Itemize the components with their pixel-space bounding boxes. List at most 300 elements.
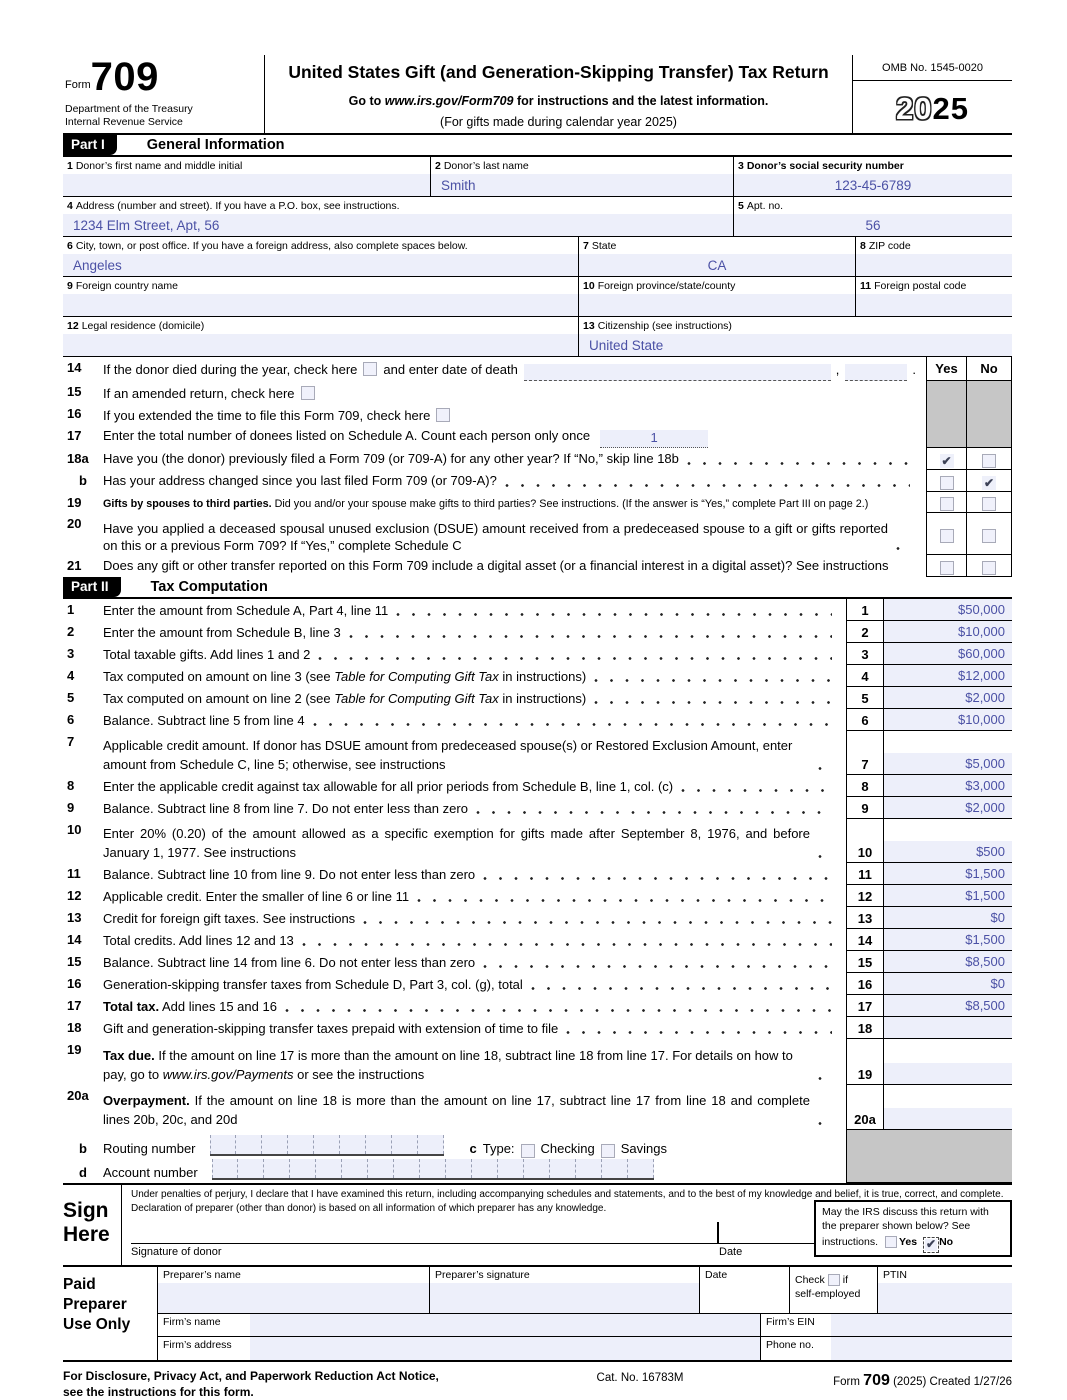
row-text: Enter the amount from Schedule B, line 3 [103,625,341,641]
row-text: Enter the amount from Schedule A, Part 4, line 11 [103,603,389,619]
firm-name-label: Firm’s name [163,1316,221,1328]
line-number: 15 [67,384,82,399]
line-number: 6 [67,712,75,727]
dot-leader [302,942,832,947]
tax-line20a-value[interactable] [884,1108,1012,1129]
preparer-word: Preparer [63,1296,127,1314]
field-number: 5 [738,200,744,212]
row-number-box: 8 [846,775,884,797]
row-text: If the amount on line 18 is more than the amount on line 17, subtract line 17 from line 18 and complete lines 20b, 20c, and 20d [103,1093,810,1128]
year-outline: 20 [896,91,933,126]
line18b-no-cell [966,470,1012,492]
tax-row-17 [63,995,1012,1017]
date-of-death-year-input[interactable] [845,364,907,381]
field-label: Donor’s social security number [746,160,904,172]
part1-tag: Part I [63,135,117,155]
foreign-postal-input[interactable] [856,294,1012,316]
line14-text: If the donor died during the year, check here [103,362,358,377]
row-number-box: 16 [846,973,884,995]
line-number: 12 [67,888,82,903]
tax-row-8 [63,775,1012,797]
dot-leader [476,810,832,815]
tax-row-2 [63,621,1012,643]
tax-line15-value[interactable]: $8,500 [884,951,1012,972]
line-number: 14 [67,360,82,375]
donee-count-input[interactable]: 1 [600,430,708,448]
form-header [63,55,1012,135]
line21-no-checkbox[interactable] [982,561,996,575]
donor-signature-line[interactable] [131,1217,819,1244]
legal-residence-input[interactable] [63,334,578,356]
tax-row-20a [63,1085,1012,1130]
field-label: Citizenship (see instructions) [597,320,732,332]
preparer-signature-label: Preparer’s signature [435,1269,530,1281]
tax-line7-value[interactable]: $5,000 [884,753,1012,774]
line-16 [63,403,1012,425]
donor-died-checkbox[interactable] [363,362,377,376]
tax-line16-value[interactable]: $0 [884,973,1012,994]
line-18a [63,448,1012,470]
line18a-yes-cell [926,448,966,470]
first-name-input[interactable] [63,174,430,196]
routing-number-input[interactable] [210,1135,444,1156]
field-label: ZIP code [868,240,911,252]
row-text-bold: Tax due. [103,1048,155,1064]
field-label: Foreign postal code [874,280,967,292]
line21-yes-cell [926,555,966,577]
discuss-text: May the IRS discuss this return with the preparer shown below? See instructions. [822,1206,989,1249]
row-number-box: 12 [846,885,884,907]
date-of-death-input[interactable] [524,364,831,381]
zip-input[interactable] [856,254,1012,276]
tax-line18-value[interactable] [884,1017,1012,1038]
row-text: Tax computed on amount on line 2 (see [103,691,335,707]
line18b-yes-cell [926,470,966,492]
row-number-box: 15 [846,951,884,973]
account-number-row [63,1156,846,1180]
catalog-number: Cat. No. 16783M [596,1372,684,1384]
firm-address-input[interactable] [250,1337,760,1360]
firm-ein-label: Firm’s EIN [766,1316,815,1328]
line-number: 11 [67,866,81,881]
form-word: Form [833,1376,860,1388]
period: . [912,362,916,377]
form-revision: (2025) Created 1/27/26 [893,1376,1012,1388]
discuss-no-label: No [939,1236,954,1249]
row-text: Credit for foreign gift taxes. See instructions [103,911,356,927]
tax-line5-value[interactable]: $2,000 [884,687,1012,708]
dot-leader [818,854,832,859]
part1-header [63,135,1012,157]
row-text: Add lines 15 and 16 [159,999,277,1015]
line19-text: Did you and/or your spouse make gifts to third parties? See instructions. (If the answer is “Yes,” complete Part III on page 2.) [271,497,869,510]
dot-leader [566,1030,832,1035]
goto-pre: Go to [348,94,385,108]
field-city [63,237,578,276]
sign-here-label [63,1185,121,1265]
row-number-box: 13 [846,907,884,929]
perjury-statement: Under penalties of perjury, I declare that I have examined this return, including accompanying schedules and statements, and to the best of my knowledge and belief, it is true, correct, and complete. Declaration of preparer (other than donor) is based on all information of which preparer has any knowledge. [131,1189,1004,1214]
yes-cell-na [926,381,966,403]
firm-name-input[interactable] [250,1314,760,1336]
form-number: 709 [863,1372,890,1389]
line21-text: Does any gift or other transfer reported on this Form 709 include a digital asset (or a financial interest in a digital asset)? See instructions [103,558,889,573]
preparer-signature-input[interactable] [430,1283,699,1313]
general-info-table [63,157,1012,357]
tax-line3-value[interactable]: $60,000 [884,643,1012,664]
line20-no-checkbox[interactable] [982,529,996,543]
row-number-box: 14 [846,929,884,951]
tax-line9-value[interactable]: $2,000 [884,797,1012,818]
last-name-input[interactable]: Smith [431,174,733,196]
form-title: United States Gift (and Generation-Skipping Transfer) Tax Return [288,62,829,82]
field-state [578,237,855,276]
dot-leader [318,656,832,661]
preparer-name-label: Preparer’s name [163,1269,241,1281]
preparer-date-input[interactable] [700,1283,789,1313]
line18a-text: Have you (the donor) previously filed a Form 709 (or 709-A) for any other year? If “No,” skip line 18b [103,451,679,466]
row-number-box: 11 [846,863,884,885]
field-ssn [733,157,1012,196]
use-only-word: Use Only [63,1316,131,1334]
ptin-label: PTIN [883,1269,907,1281]
line-number: 16 [67,406,82,421]
phone-label: Phone no. [766,1339,814,1351]
foreign-province-input[interactable] [579,294,855,316]
line-number: 18 [67,1020,82,1035]
phone-input[interactable] [831,1337,1012,1360]
line17-text: Enter the total number of donees listed on Schedule A. Count each person only once [103,428,591,443]
checking-label: Checking [540,1141,595,1156]
line19-yes-cell [926,492,966,513]
dot-leader [483,876,832,881]
ptin-input[interactable] [878,1283,1012,1313]
tax-line12-value[interactable]: $1,500 [884,885,1012,906]
yes-cell-na [926,403,966,425]
account-type-label: Type: [482,1141,515,1156]
row-number-box: 18 [846,1017,884,1039]
line19-yes-checkbox[interactable] [940,497,954,511]
row-number-box: 20a [846,1085,884,1130]
tax-line13-value[interactable]: $0 [884,907,1012,928]
line-number: 17 [67,998,82,1013]
row-text: Total credits. Add lines 12 and 13 [103,933,294,949]
discuss-yes-checkbox[interactable] [885,1236,897,1248]
extension-checkbox[interactable] [436,408,450,422]
routing-number-label: Routing number [103,1141,196,1156]
field-address [63,197,733,236]
date-divider-tick [717,1222,719,1243]
line18a-no-cell [966,448,1012,470]
row-number-box: 3 [846,643,884,665]
line18a-no-checkbox[interactable] [982,454,996,468]
field-number: 3 [738,160,744,172]
row-text: Balance. Subtract line 8 from line 7. Do not enter less than zero [103,801,468,817]
date-label: Date [719,1246,743,1258]
no-column-header: No [966,357,1012,381]
firm-ein-input[interactable] [831,1314,1012,1336]
row-text: If the amount on line 17 is more than the amount on line 18, subtract line 18 from line 17. For details on how to pay, go to [103,1048,793,1083]
signature-of-donor-label: Signature of donor [131,1246,222,1258]
line-number: 8 [67,778,75,793]
check-word: Check [795,1274,825,1286]
tax-row-16 [63,973,1012,995]
row-number-box: 6 [846,709,884,731]
dot-leader [417,898,832,903]
row-text: Balance. Subtract line 5 from line 4 [103,713,305,729]
agency-line2: Internal Revenue Service [65,116,183,129]
dot-leader [483,964,832,969]
tax-line11-value[interactable]: $1,500 [884,863,1012,884]
irs-url: www.irs.gov/Form709 [384,94,514,108]
no-cell-na [966,403,1012,425]
part1-questions [63,357,1012,577]
line-letter-b: b [79,1141,87,1156]
preparer-signature-cell [430,1267,700,1313]
discuss-yes-label: Yes [898,1236,918,1249]
sign-word: Sign [63,1199,109,1222]
disclosure-notice-line2: see the instructions for this form. [63,1384,254,1399]
tax-year [853,81,1012,127]
savings-checkbox[interactable] [601,1144,615,1158]
address-input[interactable]: 1234 Elm Street, Apt, 56 [63,214,733,236]
line-number: 16 [67,976,82,991]
row-text: Total taxable gifts. Add lines 1 and 2 [103,647,311,663]
field-number: 13 [583,320,595,332]
line-14 [63,357,1012,381]
city-input[interactable]: Angeles [63,254,578,276]
row-text: in instructions) [498,669,587,685]
irs-discuss-box [814,1200,1012,1257]
line-number: 2 [67,624,75,639]
line-number: 14 [67,932,82,947]
line21-no-cell [966,555,1012,577]
row-number-box: 5 [846,687,884,709]
account-number-input[interactable] [212,1159,654,1180]
line-number: 4 [67,668,75,683]
row-number-box: 9 [846,797,884,819]
line-number: 5 [67,690,75,705]
tax-line17-value[interactable]: $8,500 [884,995,1012,1016]
calendar-year-note: (For gifts made during calendar year 2025) [440,115,677,129]
dot-leader [594,678,832,683]
row-text: or see the instructions [293,1067,425,1083]
row-text: Enter the applicable credit against tax allowable for all prior periods from Schedule B, line 1, col. (c) [103,779,674,795]
dot-leader [818,1076,832,1081]
line18a-yes-checkbox[interactable] [940,454,954,468]
dot-leader [505,483,910,488]
part2-header [63,577,1012,599]
discuss-no-checkbox[interactable] [925,1239,937,1251]
field-number: 6 [67,240,73,252]
row-text: Tax computed on amount on line 3 (see [103,669,335,685]
goto-post: for instructions and the latest information. [513,94,769,108]
preparer-name-input[interactable] [158,1283,429,1313]
row-number-box: 4 [846,665,884,687]
field-foreign-province [578,277,855,316]
omb-year-block [852,55,1012,133]
row-number-box: 7 [846,731,884,775]
savings-label: Savings [620,1141,667,1156]
field-label: Donor’s first name and middle initial [75,160,243,172]
shaded-area [846,1130,1012,1183]
row-number-box: 19 [846,1039,884,1085]
tax-line4-value[interactable]: $12,000 [884,665,1012,686]
field-label: State [591,240,617,252]
paid-preparer-section [63,1267,1012,1362]
tax-line19-value[interactable] [884,1063,1012,1084]
field-label: City, town, or post office. If you have a foreign address, also complete spaces below. [75,240,468,252]
row-text: Applicable credit amount. If donor has DSUE amount from predeceased spouse(s) or Restored Exclusion Amount, enter amount from Schedule C, line 5; otherwise, see instructions [103,738,793,773]
line18b-no-checkbox[interactable] [982,476,996,490]
line-21 [63,555,1012,577]
row-text: in instructions) [498,691,587,707]
state-input[interactable]: CA [579,254,855,276]
preparer-name-cell [158,1267,430,1313]
field-foreign-postal [855,277,1012,316]
tax-row-3 [63,643,1012,665]
tax-line8-value[interactable]: $3,000 [884,775,1012,796]
line-number: 7 [67,734,75,749]
field-first-name [63,157,430,196]
line-number: 18a [67,451,89,466]
ssn-input[interactable]: 123-45-6789 [734,174,1012,196]
preparer-date-cell [700,1267,790,1313]
tax-line10-value[interactable]: $500 [884,841,1012,862]
row-text: Applicable credit. Enter the smaller of line 6 or line 11 [103,889,410,905]
year-bold: 25 [932,91,969,126]
field-citizenship [578,317,1012,356]
line-18b [63,470,1012,492]
line19-no-cell [966,492,1012,513]
dot-leader [896,546,910,551]
line18b-text: Has your address changed since you last filed Form 709 (or 709-A)? [103,473,497,488]
line-number: 13 [67,910,82,925]
checking-checkbox[interactable] [521,1144,535,1158]
line-number: 9 [67,800,75,815]
field-legal-residence [63,317,578,356]
line-15 [63,381,1012,403]
line20-no-cell [966,513,1012,555]
field-number: 2 [435,160,441,172]
line-number: 3 [67,646,75,661]
self-employed-checkbox[interactable] [828,1274,840,1286]
line15-text: If an amended return, check here [103,386,295,401]
part2-tag: Part II [63,577,121,597]
routing-number-row [63,1132,846,1156]
dot-leader [818,1121,832,1126]
yes-column-header: Yes [926,357,966,381]
citizenship-input[interactable]: United State [579,334,1012,356]
row-text-italic: www.irs.gov/Payments [162,1067,294,1083]
row-number-box: 10 [846,819,884,863]
line21-yes-checkbox[interactable] [940,561,954,575]
row-text-italic: Table for Computing Gift Tax [334,691,499,707]
line-number: 10 [67,822,82,837]
dot-leader [594,700,832,705]
line-number: 19 [67,495,82,510]
tax-line2-value[interactable]: $10,000 [884,621,1012,642]
account-number-label: Account number [103,1165,198,1180]
firm-address-label: Firm’s address [163,1339,232,1351]
line-number: 1 [67,602,75,617]
sign-here-section [63,1183,1012,1267]
line-number: 19 [67,1042,82,1057]
tax-row-10 [63,819,1012,863]
dot-leader [687,461,910,466]
form-footer [63,1362,1012,1400]
tax-row-5 [63,687,1012,709]
field-number: 7 [583,240,589,252]
field-number: 11 [860,280,872,292]
line18b-yes-checkbox[interactable] [940,476,954,490]
line19-bold-text: Gifts by spouses to third parties. [103,497,272,510]
field-label: Legal residence (domicile) [81,320,205,332]
row-text: Enter 20% (0.20) of the amount allowed as a specific exemption for gifts made after September 8, 1976, and before January 1, 1977. See instructions [103,826,810,861]
tax-line14-value[interactable]: $1,500 [884,929,1012,950]
paid-word: Paid [63,1276,96,1293]
tax-row-4 [63,665,1012,687]
comma: , [835,362,840,377]
tax-row-1 [63,599,1012,621]
tax-line1-value[interactable]: $50,000 [884,599,1012,620]
form-title-block [265,55,852,133]
tax-row-7 [63,731,1012,775]
field-label: Foreign province/state/county [597,280,736,292]
tax-row-18 [63,1017,1012,1039]
self-employed-word: self-employed [795,1287,861,1300]
field-label: Foreign country name [75,280,178,292]
amended-return-checkbox[interactable] [301,386,315,400]
foreign-country-input[interactable] [63,294,578,316]
line-19 [63,492,1012,513]
paid-preparer-label [63,1267,157,1360]
line-number: 21 [67,558,82,573]
field-number: 4 [67,200,73,212]
field-zip [855,237,1012,276]
line19-no-checkbox[interactable] [982,497,996,511]
field-number: 1 [67,160,73,172]
tax-row-9 [63,797,1012,819]
field-number: 12 [67,320,79,332]
row-number-box: 1 [846,599,884,621]
dot-leader [313,722,832,727]
row-number-box: 17 [846,995,884,1017]
if-word: if [842,1274,849,1286]
line-number: 20a [67,1088,89,1103]
dot-leader [285,1008,832,1013]
line20-yes-checkbox[interactable] [940,529,954,543]
line20-text: Have you applied a deceased spousal unused exclusion (DSUE) amount received from a predeceased spouse to a gift or gifts reported on this or a previous Form 709? If “Yes,” complete Schedule C [103,521,888,554]
tax-row-11 [63,863,1012,885]
tax-computation-table [63,599,1012,1183]
tax-line6-value[interactable]: $10,000 [884,709,1012,730]
tax-row-14 [63,929,1012,951]
field-foreign-country [63,277,578,316]
dot-leader [531,986,832,991]
row-text: Balance. Subtract line 10 from line 9. Do not enter less than zero [103,867,476,883]
field-apt [733,197,1012,236]
dot-leader [681,788,832,793]
line-letter-c: c [469,1141,477,1156]
dot-leader [349,634,832,639]
disclosure-notice-line1: For Disclosure, Privacy Act, and Paperwork Reduction Act Notice, [63,1369,439,1383]
field-number: 10 [583,280,595,292]
field-number: 8 [860,240,866,252]
line-letter-d: d [79,1165,87,1180]
apt-input[interactable]: 56 [734,214,1012,236]
no-cell-na [966,381,1012,403]
